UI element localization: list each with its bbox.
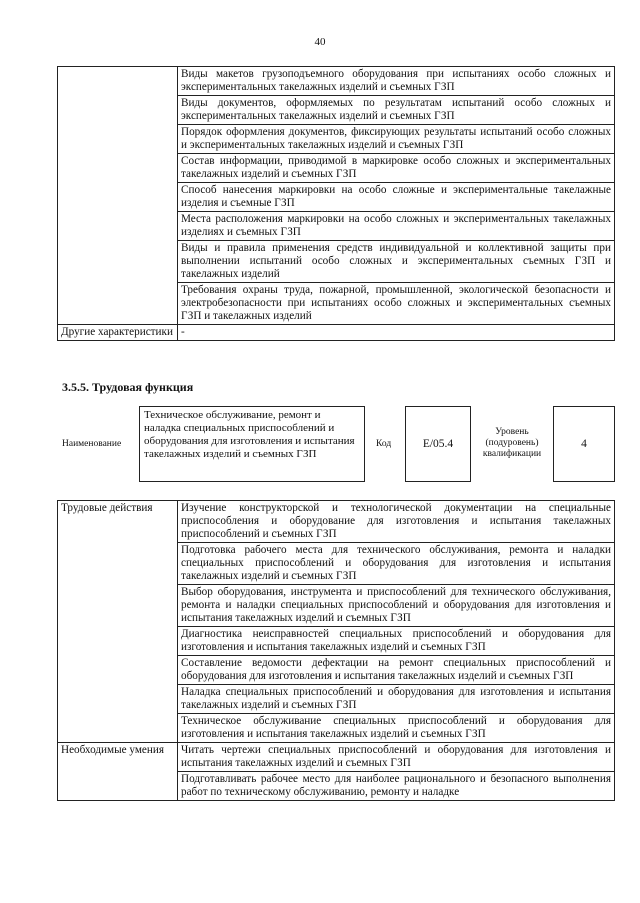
knowledge-item: Виды макетов грузоподъемного оборудования при испытаниях особо сложных и экспериментальных такелажных изделий и съемных ГЗП bbox=[178, 67, 615, 96]
labor-action-item: Подготовка рабочего места для технического обслуживания, ремонта и наладки специальных приспособлений и оборудования для изготовления и испытания такелажных изделий и съемных ГЗП bbox=[178, 543, 615, 585]
knowledge-item: Требования охраны труда, пожарной, промышленной, экологической безопасности и электробезопасности при испытаниях особо сложных и экспериментальных съемных ГЗП и такелажных изделий bbox=[178, 283, 615, 325]
row-label-empty bbox=[58, 67, 178, 325]
labor-action-item: Составление ведомости дефектации на ремонт специальных приспособлений и оборудования для изготовления и испытания такелажных изделий и съемных ГЗП bbox=[178, 656, 615, 685]
labor-action-item: Диагностика неисправностей специальных приспособлений и оборудования для изготовления и испытания такелажных изделий и съемных ГЗП bbox=[178, 627, 615, 656]
function-name-box: Техническое обслуживание, ремонт и наладка специальных приспособлений и оборудования для изготовления и испытания такелажных изделий и съемных ГЗП bbox=[139, 406, 365, 482]
skills-label: Необходимые умения bbox=[58, 743, 178, 801]
knowledge-item: Состав информации, приводимой в маркировке особо сложных и экспериментальных такелажных изделий и съемных ГЗП bbox=[178, 154, 615, 183]
other-characteristics-label: Другие характеристики bbox=[58, 325, 178, 341]
level-label: Уровень (подуровень) квалификации bbox=[482, 427, 542, 459]
labor-action-item: Наладка специальных приспособлений и оборудования для изготовления и испытания такелажных изделий и съемных ГЗП bbox=[178, 685, 615, 714]
labor-action-item: Выбор оборудования, инструмента и приспособлений для технического обслуживания, ремонта и наладки специальных приспособлений и оборудования для изготовления и испытания такелажных изделий и съемных ГЗП bbox=[178, 585, 615, 627]
skill-item: Читать чертежи специальных приспособлений и оборудования для изготовления и испытания такелажных изделий и съемных ГЗП bbox=[178, 743, 615, 772]
knowledge-item: Виды и правила применения средств индивидуальной и коллективной защиты при выполнении испытаний особо сложных и экспериментальных съемных ГЗП и такелажных изделий bbox=[178, 241, 615, 283]
knowledge-item: Способ нанесения маркировки на особо сложные и экспериментальные такелажные изделия и съемные ГЗП bbox=[178, 183, 615, 212]
name-label: Наименование bbox=[62, 439, 122, 449]
labor-actions-label: Трудовые действия bbox=[58, 501, 178, 743]
code-box: E/05.4 bbox=[405, 406, 471, 482]
level-box: 4 bbox=[553, 406, 615, 482]
knowledge-item: Места расположения маркировки на особо сложных и экспериментальных такелажных изделиях и съемных ГЗП bbox=[178, 212, 615, 241]
knowledge-item: Порядок оформления документов, фиксирующих результаты испытаний особо сложных и экспериментальных такелажных изделий и съемных ГЗП bbox=[178, 125, 615, 154]
code-label: Код bbox=[376, 439, 392, 449]
other-characteristics-value: - bbox=[178, 325, 615, 341]
labor-action-item: Изучение конструкторской и технологической документации на специальные приспособления и оборудование для изготовления и испытания такелажных приспособлений и съемных ГЗП bbox=[178, 501, 615, 543]
table-row bbox=[58, 325, 615, 341]
labor-action-item: Техническое обслуживание специальных приспособлений и оборудования для изготовления и испытания такелажных изделий и съемных ГЗП bbox=[178, 714, 615, 743]
table-row bbox=[58, 67, 615, 96]
table-row bbox=[58, 501, 615, 543]
labor-function-table bbox=[57, 500, 615, 801]
page-number: 40 bbox=[314, 36, 326, 48]
table-row bbox=[58, 743, 615, 772]
section-heading: 3.5.5. Трудовая функция bbox=[62, 380, 194, 394]
knowledge-table bbox=[57, 66, 615, 341]
knowledge-item: Виды документов, оформляемых по результатам испытаний особо сложных и экспериментальных такелажных изделий и съемных ГЗП bbox=[178, 96, 615, 125]
skill-item: Подготавливать рабочее место для наиболее рационального и безопасного выполнения работ по техническому обслуживанию, ремонту и наладке bbox=[178, 772, 615, 801]
